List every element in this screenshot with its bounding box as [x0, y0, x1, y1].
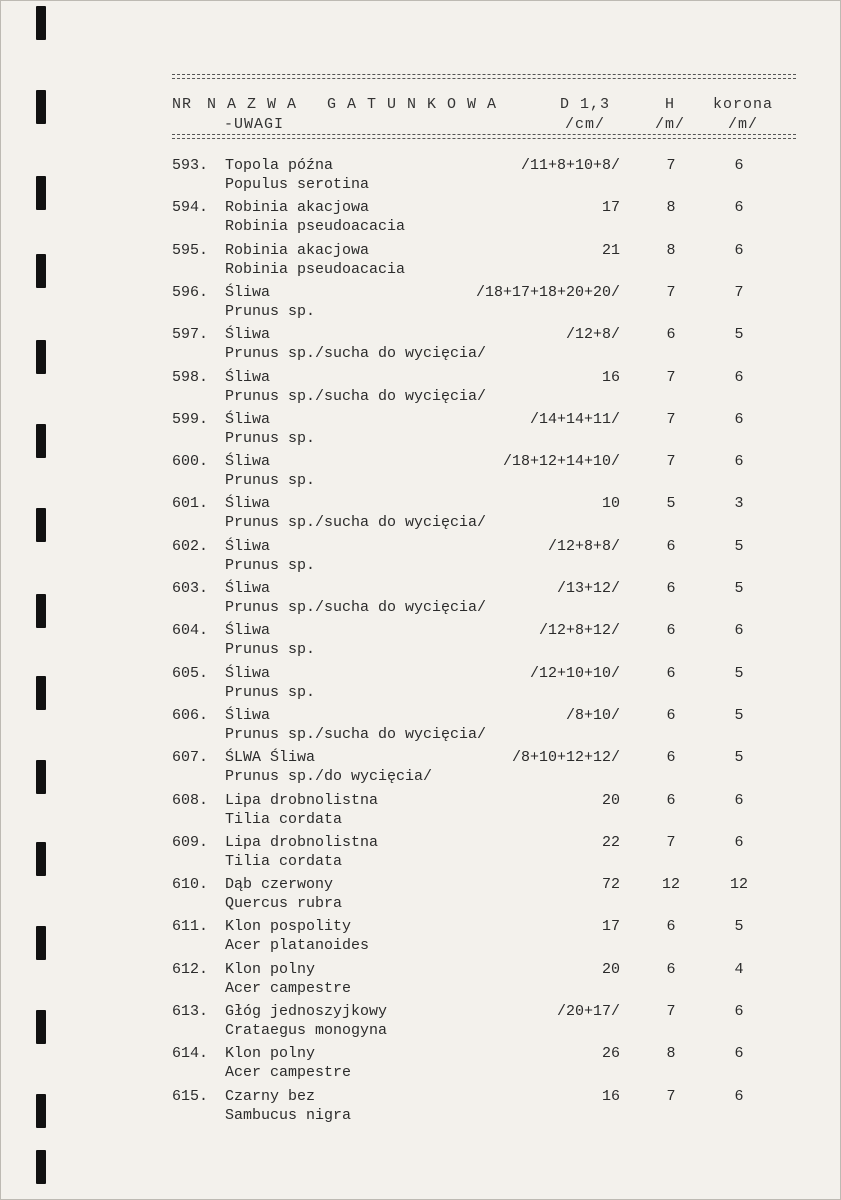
tree-number: 612.: [172, 960, 209, 978]
crown-value: 3: [734, 495, 744, 513]
tree-number: 614.: [172, 1045, 209, 1063]
table-row: [0, 242, 841, 286]
table-row: [0, 665, 841, 709]
height-value: 8: [666, 1045, 676, 1063]
diameter-value: 20: [601, 791, 620, 809]
latin-name-remarks: Prunus sp./sucha do wycięcia/: [225, 599, 487, 616]
crown-value: 5: [734, 706, 744, 724]
crown-value: 5: [734, 918, 744, 936]
tree-number: 615.: [172, 1087, 209, 1105]
diameter-value: /18+12+14+10/: [502, 453, 620, 471]
diameter-value: /12+8+12/: [538, 622, 620, 640]
height-value: 7: [666, 283, 676, 301]
species-name: Śliwa: [225, 664, 271, 682]
latin-name-remarks: Prunus sp.: [225, 683, 316, 701]
species-name: Śliwa: [225, 706, 271, 724]
height-value: 7: [666, 833, 676, 851]
height-value: 6: [666, 326, 676, 344]
table-row: [0, 1045, 841, 1089]
latin-name-remarks: Prunus sp./sucha do wycięcia/: [225, 387, 487, 405]
diameter-value: /13+12/: [556, 580, 620, 597]
species-name: Dąb czerwony: [225, 876, 334, 894]
species-name: Klon polny: [225, 960, 316, 978]
diameter-value: /20+17/: [556, 1003, 620, 1020]
latin-name-remarks: Robinia pseudoacacia: [225, 260, 406, 278]
height-value: 6: [666, 622, 676, 640]
crown-value: 4: [734, 960, 744, 978]
latin-name-remarks: Tilia cordata: [225, 810, 343, 828]
species-name: Klon polny: [225, 1045, 316, 1063]
tree-number: 605.: [172, 664, 209, 682]
tree-number: 610.: [172, 876, 209, 894]
table-row: [0, 961, 841, 1005]
latin-name-remarks: Populus serotina: [225, 176, 370, 193]
height-value: 8: [666, 241, 676, 259]
latin-name-remarks: Prunus sp./sucha do wycięcia/: [225, 725, 487, 743]
crown-value: 6: [734, 1045, 744, 1063]
species-name: Czarny bez: [225, 1087, 316, 1105]
table-row: [0, 876, 841, 920]
crown-value: 5: [734, 537, 744, 555]
species-name: Śliwa: [225, 622, 271, 640]
table-row: [0, 834, 841, 878]
crown-value: 6: [734, 241, 744, 259]
species-name: Robinia akacjowa: [225, 241, 370, 259]
crown-value: 6: [734, 157, 744, 174]
table-row: [0, 580, 841, 624]
height-value: 7: [666, 410, 676, 428]
latin-name-remarks: Prunus sp.: [225, 472, 316, 490]
species-name: Śliwa: [225, 368, 271, 386]
species-name: ŚLWA Śliwa: [225, 749, 316, 767]
height-value: 6: [666, 918, 676, 936]
header-height-unit: /m/: [654, 116, 685, 133]
crown-value: 6: [734, 410, 744, 428]
height-value: 12: [661, 876, 680, 894]
height-value: 6: [666, 791, 676, 809]
tree-number: 593.: [172, 157, 209, 174]
latin-name-remarks: Acer campestre: [225, 1064, 352, 1082]
species-name: Topola późna: [225, 157, 334, 174]
latin-name-remarks: Prunus sp./sucha do wycięcia/: [225, 345, 487, 363]
height-value: 6: [666, 580, 676, 597]
diameter-value: 20: [601, 960, 620, 978]
tree-number: 602.: [172, 537, 209, 555]
crown-value: 6: [734, 453, 744, 471]
tree-number: 594.: [172, 199, 209, 217]
height-value: 6: [666, 960, 676, 978]
latin-name-remarks: Quercus rubra: [225, 895, 343, 913]
latin-name-remarks: Prunus sp./do wycięcia/: [225, 768, 433, 786]
tree-number: 607.: [172, 749, 209, 767]
diameter-value: 72: [601, 876, 620, 894]
table-row: [0, 157, 841, 201]
species-name: Śliwa: [225, 453, 271, 471]
diameter-value: 22: [601, 833, 620, 851]
height-value: 6: [666, 749, 676, 767]
tree-number: 596.: [172, 283, 209, 301]
crown-value: 6: [734, 368, 744, 386]
latin-name-remarks: Prunus sp.: [225, 556, 316, 574]
crown-value: 5: [734, 326, 744, 344]
diameter-value: /12+10+10/: [529, 664, 620, 682]
table-row: [0, 707, 841, 751]
height-value: 6: [666, 706, 676, 724]
diameter-value: 17: [601, 918, 620, 936]
latin-name-remarks: Prunus sp.: [225, 429, 316, 447]
crown-value: 7: [734, 283, 744, 301]
table-row: [0, 495, 841, 539]
crown-value: 6: [734, 1003, 744, 1020]
table-row: [0, 538, 841, 582]
crown-value: 6: [734, 199, 744, 217]
crown-value: 6: [734, 791, 744, 809]
header-crown: korona: [712, 96, 773, 113]
tree-number: 608.: [172, 791, 209, 809]
diameter-value: /11+8+10+8/: [520, 157, 620, 174]
table-row: [0, 369, 841, 413]
tree-number: 609.: [172, 833, 209, 851]
height-value: 5: [666, 495, 676, 513]
tree-number: 600.: [172, 453, 209, 471]
diameter-value: 10: [601, 495, 620, 513]
table-row: [0, 326, 841, 370]
crown-value: 5: [734, 664, 744, 682]
height-value: 6: [666, 664, 676, 682]
tree-number: 606.: [172, 706, 209, 724]
diameter-value: /18+17+18+20+20/: [475, 283, 620, 301]
latin-name-remarks: Acer platanoides: [225, 937, 370, 955]
crown-value: 5: [734, 580, 744, 597]
header-remarks: -UWAGI: [224, 116, 285, 133]
species-name: Lipa drobnolistna: [225, 791, 379, 809]
latin-name-remarks: Prunus sp.: [225, 302, 316, 320]
table-row: [0, 749, 841, 793]
height-value: 7: [666, 453, 676, 471]
tree-number: 603.: [172, 580, 209, 597]
height-value: 7: [666, 1003, 676, 1020]
latin-name-remarks: Crataegus monogyna: [225, 1022, 388, 1039]
latin-name-remarks: Robinia pseudoacacia: [225, 218, 406, 236]
species-name: Śliwa: [225, 495, 271, 513]
height-value: 7: [666, 1087, 676, 1105]
header-species-name: N A Z W A G A T U N K O W A: [207, 96, 498, 113]
diameter-value: 26: [601, 1045, 620, 1063]
table-row: [0, 411, 841, 455]
species-name: Klon pospolity: [225, 918, 352, 936]
table-row: [0, 453, 841, 497]
crown-value: 5: [734, 749, 744, 767]
height-value: 7: [666, 157, 676, 174]
species-name: Śliwa: [225, 580, 271, 597]
header-crown-unit: /m/: [727, 116, 758, 133]
diameter-value: /8+10+12+12/: [511, 749, 620, 767]
table-row: [0, 622, 841, 666]
diameter-value: 17: [601, 199, 620, 217]
diameter-value: 16: [601, 1087, 620, 1105]
latin-name-remarks: Prunus sp./sucha do wycięcia/: [225, 514, 487, 532]
species-name: Robinia akacjowa: [225, 199, 370, 217]
species-name: Śliwa: [225, 283, 271, 301]
header-height: H: [664, 96, 675, 113]
tree-number: 599.: [172, 410, 209, 428]
species-name: Głóg jednoszyjkowy: [225, 1003, 388, 1020]
table-row: [0, 918, 841, 962]
tree-number: 601.: [172, 495, 209, 513]
table-row: [0, 792, 841, 836]
header-nr: NR: [172, 96, 193, 113]
latin-name-remarks: Sambucus nigra: [225, 1106, 352, 1124]
latin-name-remarks: Prunus sp.: [225, 641, 316, 659]
height-value: 8: [666, 199, 676, 217]
diameter-value: 21: [601, 241, 620, 259]
header-diameter: D 1,3: [559, 96, 610, 113]
latin-name-remarks: Acer campestre: [225, 979, 352, 997]
species-name: Śliwa: [225, 410, 271, 428]
tree-number: 597.: [172, 326, 209, 344]
height-value: 6: [666, 537, 676, 555]
top-rule: [172, 74, 796, 79]
diameter-value: 16: [601, 368, 620, 386]
diameter-value: /12+8/: [565, 326, 620, 344]
tree-number: 604.: [172, 622, 209, 640]
table-row: [0, 1088, 841, 1132]
table-row: [0, 1003, 841, 1047]
diameter-value: /8+10/: [565, 706, 620, 724]
tree-number: 611.: [172, 918, 209, 936]
species-name: Śliwa: [225, 537, 271, 555]
crown-value: 6: [734, 622, 744, 640]
crown-value: 12: [729, 876, 748, 894]
crown-value: 6: [734, 833, 744, 851]
table-row: [0, 199, 841, 243]
crown-value: 6: [734, 1087, 744, 1105]
height-value: 7: [666, 368, 676, 386]
table-row: [0, 284, 841, 328]
tree-number: 613.: [172, 1003, 209, 1020]
tree-number: 595.: [172, 241, 209, 259]
header-rule: [172, 134, 796, 139]
diameter-value: /12+8+8/: [547, 537, 620, 555]
tree-number: 598.: [172, 368, 209, 386]
header-diameter-unit: /cm/: [564, 116, 605, 133]
species-name: Lipa drobnolistna: [225, 833, 379, 851]
diameter-value: /14+14+11/: [529, 410, 620, 428]
species-name: Śliwa: [225, 326, 271, 344]
latin-name-remarks: Tilia cordata: [225, 852, 343, 870]
